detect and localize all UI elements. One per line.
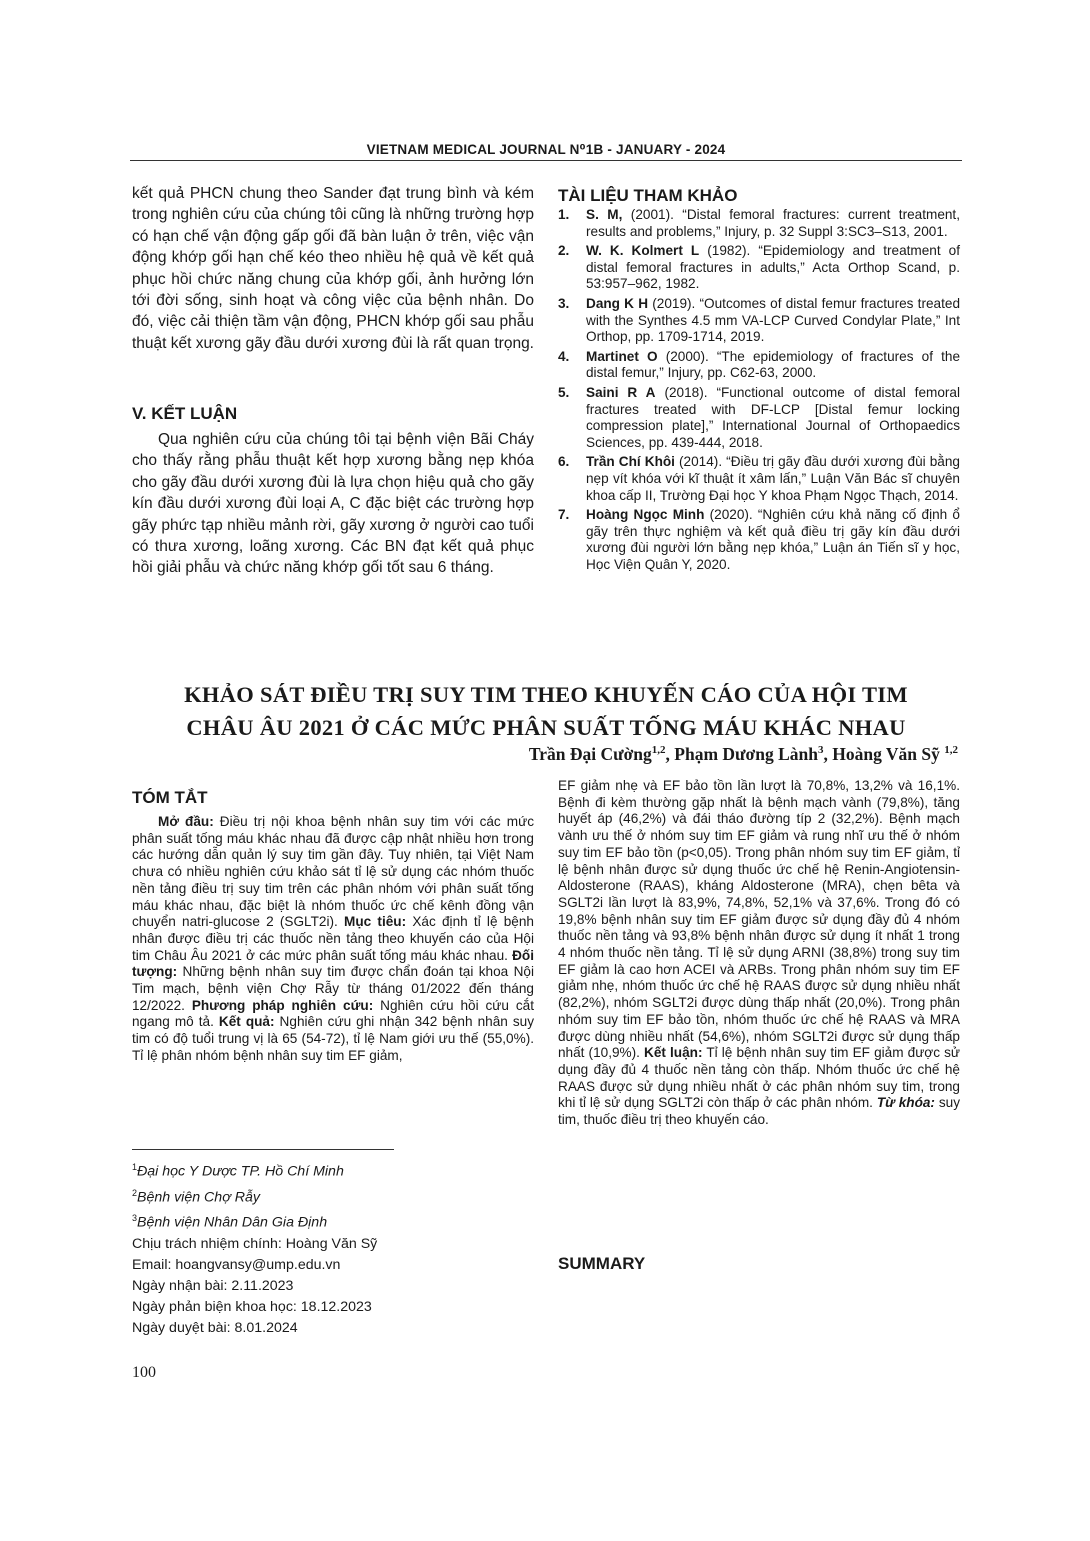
journal-header: VIETNAM MEDICAL JOURNAL N⁰1B - JANUARY - 2024 — [366, 142, 726, 157]
conclusion-heading: V. KẾT LUẬN — [132, 404, 238, 423]
reference-text: (2014). “Điều trị gãy đầu dưới xương đùi bằng nẹp vít khóa với kĩ thuật ít xâm lấn,” Luận Văn Bác sĩ chuyên khoa cấp II, Trường Đại học Y khoa Phạm Ngọc Thạch, 2014. — [586, 454, 960, 503]
reference-author: Dang K H — [586, 295, 649, 311]
conclusion-section — [132, 404, 534, 579]
footnote-divider — [132, 1149, 394, 1150]
affiliation-number: 1 — [132, 1162, 138, 1172]
reference-body — [586, 243, 960, 293]
affiliation-name: Bệnh viện Chợ Rẫy — [137, 1189, 260, 1206]
reference-author: W. K. Kolmert L — [586, 243, 700, 259]
abstract-sentence: Điều trị nội khoa bệnh nhân suy tim với các mức phân suất tống máu khác nhau đã được cập nhật nhiều hơn trong các hướng dẫn quản lý suy tim gần đây. Tuy nhiên, tại Việt Nam chưa có nhiều nghiên cứu khảo sát tỉ lệ sử dụng các nhóm thuốc nền tảng điều trị suy tim trên các phân nhóm với phân suất tống máu khác nhau, đặc biệt là nhóm thuốc ức chế kênh đồng vận chuyển natri-glucose 2 (SGLT2i). — [132, 814, 534, 930]
reference-item — [558, 243, 960, 293]
reference-number: 2. — [558, 243, 570, 259]
author-affiliation-mark: 3 — [817, 744, 824, 757]
affiliation-item — [132, 1208, 534, 1234]
author-name: Phạm Dương Lành — [674, 744, 818, 764]
abstract-heading: TÓM TẮT — [132, 788, 208, 807]
article-title-line-1: KHẢO SÁT ĐIỀU TRỊ SUY TIM THEO KHUYẾN CÁO CỦA HỘI TIM — [184, 682, 908, 707]
references-list — [558, 207, 960, 573]
references-heading: TÀI LIỆU THAM KHẢO — [558, 186, 738, 205]
reference-item — [558, 349, 960, 382]
author-list — [130, 744, 958, 765]
abstract-label: Phương pháp nghiên cứu: — [191, 997, 374, 1013]
abstract-label: Mục tiêu: — [344, 914, 407, 930]
reference-author: Trần Chí Khôi — [586, 454, 675, 470]
reference-text: (2000). “The epidemiology of fractures of the distal femur,” Injury, pp. C62-63, 2000. — [586, 348, 961, 381]
affiliation-name: Bệnh viện Nhân Dân Gia Định — [137, 1215, 328, 1232]
author-name: Hoàng Văn Sỹ — [832, 744, 945, 764]
affiliation-item — [132, 1157, 534, 1183]
footnote-line: Chịu trách nhiệm chính: Hoàng Văn Sỹ — [132, 1236, 378, 1253]
footnote-line: Ngày duyệt bài: 8.01.2024 — [132, 1320, 298, 1337]
page-number: 100 — [132, 1364, 156, 1381]
keywords-label: Từ khóa: — [876, 1095, 935, 1111]
abstract-sentence: Nghiên cứu ghi nhận 342 bệnh nhân suy tim có độ tuổi trung vị là 65 (54-72), tỉ lệ Nam giới ưu thế (55,0%). Tỉ lệ phân nhóm bệnh nhân suy tim EF giảm, — [132, 1014, 534, 1063]
author-separator: , — [823, 744, 833, 764]
reference-number: 4. — [558, 348, 570, 364]
article-title — [130, 678, 962, 744]
affiliation-number: 2 — [132, 1187, 138, 1198]
abstract-sentence: Nghiên cứu hồi cứu cắt ngang mô tả. — [132, 997, 534, 1030]
references-section — [558, 186, 960, 576]
reference-body — [586, 454, 960, 504]
reference-body — [586, 296, 960, 346]
reference-body — [586, 207, 960, 240]
reference-body — [586, 349, 960, 382]
abstract-label: Kết luận: — [644, 1045, 703, 1061]
abstract-label: Đối tượng: — [132, 947, 534, 980]
abstract-label: Mở đầu: — [158, 814, 214, 829]
footnote-line: Ngày phản biện khoa học: 18.12.2023 — [132, 1299, 372, 1316]
reference-number: 6. — [558, 454, 570, 470]
reference-number: 1. — [558, 207, 570, 222]
reference-author: Saini R A — [586, 384, 656, 400]
reference-number: 7. — [558, 507, 570, 523]
reference-item — [558, 296, 960, 346]
summary-heading: SUMMARY — [558, 1254, 646, 1273]
intro-column — [132, 183, 534, 354]
footnote-line: Email: hoangvansy@ump.edu.vn — [132, 1257, 341, 1274]
abstract-sentence: suy tim, thuốc điều trị theo khuyến cáo. — [558, 1095, 960, 1128]
reference-body — [586, 507, 960, 573]
footnote-line: Ngày nhận bài: 2.11.2023 — [132, 1278, 294, 1295]
abstract-sentence: Tỉ lệ bệnh nhân suy tim EF giảm được sử dụng đầy đủ 4 thuốc nền tảng còn thấp. Nhóm thuốc ức chế hệ RAAS được sử dụng nhiều nhất ở các phân nhóm suy tim, trong khi tỉ lệ sử dụng SGLT2i còn thấp ở các phân nhóm. — [558, 1045, 960, 1111]
reference-text: (2020). “Nghiên cứu khả năng cố định ổ gãy trên thực nghiệm và kết quả điều trị gãy kín đầu dưới xương đùi người lớn bằng nẹp khóa,” Luận án Tiến sĩ y học, Học Viện Quân Y, 2020. — [586, 507, 960, 572]
footnotes — [132, 1157, 534, 1339]
affiliation-list — [132, 1157, 534, 1234]
abstract-sentence: EF giảm nhẹ và EF bảo tồn lần lượt là 70,8%, 13,2% và 16,1%. Bệnh đi kèm thường gặp nhất là bệnh mạch vành (79,8%), tăng huyết áp (46,2%) và đái tháo đường típ 2 (32,2%). Bệnh mạch vành ưu thế ở nhóm suy tim EF giảm và rung nhĩ ưu thế ở nhóm suy tim EF bảo tồn (p<0,05). Trong phân nhóm suy tim EF giảm, tỉ lệ bệnh nhân được sử dụng thuốc ức chế hệ Renin-Angiotensin-Aldosterone (RAAS), kháng Aldosterone (MRA), chẹn bêta và SGLT2i lần lượt là 83,9%, 74,8%, 52,1% và 37,6%. Trong đó có 19,8% bệnh nhân suy tim EF giảm được sử dụng đầy đủ 4 nhóm thuốc nền tảng và 93,8% bệnh nhân được sử dụng ít nhất 1 trong 4 nhóm thuốc nền tảng. Tỉ lệ sử dụng ARNI (38,8%) trong suy tim EF giảm là cao hơn ACEI và ARBs. Trong phân nhóm suy tim EF giảm nhẹ, nhóm thuốc ức chế hệ RAAS được sử dụng nhiều nhất (82,2%), nhóm SGLT2i được dùng thấp nhất (20,0%). Trong phân nhóm suy tim EF bảo tồn, nhóm thuốc ức chế hệ RAAS và MRA được dùng nhiều nhất (54,6%), nhóm SGLT2i được sử dụng thấp nhất (10,9%). — [558, 778, 960, 1061]
intro-paragraph: kết quả PHCN chung theo Sander đạt trung bình và kém trong nghiên cứu của chúng tôi cũng là những trường hợp có hạn chế vận động gấp gối đã bàn luận ở trên, việc vận động khớp gối hạn chế kéo theo nhiều hệ quả về kết quả phục hồi chức năng chung của khớp gối, ảnh hưởng lớn tới đời sống, sinh hoạt và công việc của bệnh nhân. Do đó, việc cải thiện tầm vận động, PHCN khớp gối sau phẫu thuật kết xương gãy đầu dưới xương đùi là rất quan trọng. — [132, 185, 534, 352]
reference-text: (2001). “Distal femoral fractures: current treatment, results and problems,” Injury, p. 32 Suppl 3:SC3–S13, 2001. — [586, 207, 960, 239]
reference-text: (1982). “Epidemiology and treatment of distal femoral fractures in adults,” Acta Orthop Scand, p. 53:957–962, 1982. — [586, 243, 960, 292]
author-affiliation-mark: 1,2 — [651, 744, 666, 757]
article-title-line-2: CHÂU ÂU 2021 Ở CÁC MỨC PHÂN SUẤT TỐNG MÁU KHÁC NHAU — [186, 715, 906, 740]
abstract-right-column — [558, 778, 960, 1129]
affiliation-item — [132, 1183, 534, 1209]
reference-text: (2019). “Outcomes of distal femur fractures treated with the Synthes 4.5 mm VA-LCP Curved Condylar Plate,” Int Orthop, pp. 1709-1714, 2019. — [586, 295, 961, 345]
reference-item — [558, 207, 960, 240]
reference-body — [586, 385, 960, 451]
correspondence-info — [132, 1234, 534, 1339]
abstract-text-left — [132, 814, 534, 1065]
abstract-label: Kết quả: — [218, 1014, 275, 1030]
author-affiliation-mark: 1,2 — [944, 744, 958, 757]
affiliation-name: Đại học Y Dược TP. Hồ Chí Minh — [137, 1163, 344, 1180]
affiliation-number: 3 — [132, 1213, 138, 1224]
conclusion-paragraph: Qua nghiên cứu của chúng tôi tại bệnh viện Bãi Cháy cho thấy rằng phẫu thuật kết hợp xương bằng nẹp khóa cho gãy đầu dưới xương đùi là lựa chọn hiệu quả cho gãy kín đầu dưới xương đùi loại A, C đặc biệt các trường hợp gãy phức tạp nhiều mảnh rời, gãy xương ở người cao tuổi có thưa xương, loãng xương. Các BN đạt kết quả phục hồi giải phẫu và chức năng khớp gối tốt sau 6 tháng. — [132, 431, 534, 577]
reference-text: (2018). “Functional outcome of distal femoral fractures treated with DF-LCP [Distal femur locking compression plate],” International Journal of Orthopaedics Sciences, pp. 439-444, 2018. — [586, 384, 960, 450]
author-name: Trần Đại Cường — [528, 744, 652, 764]
reference-number: 3. — [558, 295, 570, 311]
abstract-sentence: Xác định tỉ lệ bệnh nhân được điều trị các thuốc nền tảng theo khuyến cáo của Hội tim Châu Âu 2021 ở các mức phân suất tống máu khác nhau. — [132, 914, 534, 963]
reference-item — [558, 454, 960, 504]
abstract-sentence: Những bệnh nhân suy tim được chẩn đoán tại khoa Nội Tim mạch, bệnh viện Chợ Rẫy từ tháng 01/2022 đến tháng 12/2022. — [132, 964, 534, 1013]
reference-number: 5. — [558, 384, 570, 400]
reference-author: S. M, — [586, 207, 623, 222]
author-separator: , — [665, 744, 675, 764]
reference-item — [558, 385, 960, 451]
reference-author: Hoàng Ngọc Minh — [586, 507, 705, 523]
header-divider — [130, 160, 962, 161]
reference-item — [558, 507, 960, 573]
reference-author: Martinet O — [586, 348, 658, 364]
abstract-left-column — [132, 788, 534, 1065]
abstract-text-right — [558, 778, 960, 1129]
